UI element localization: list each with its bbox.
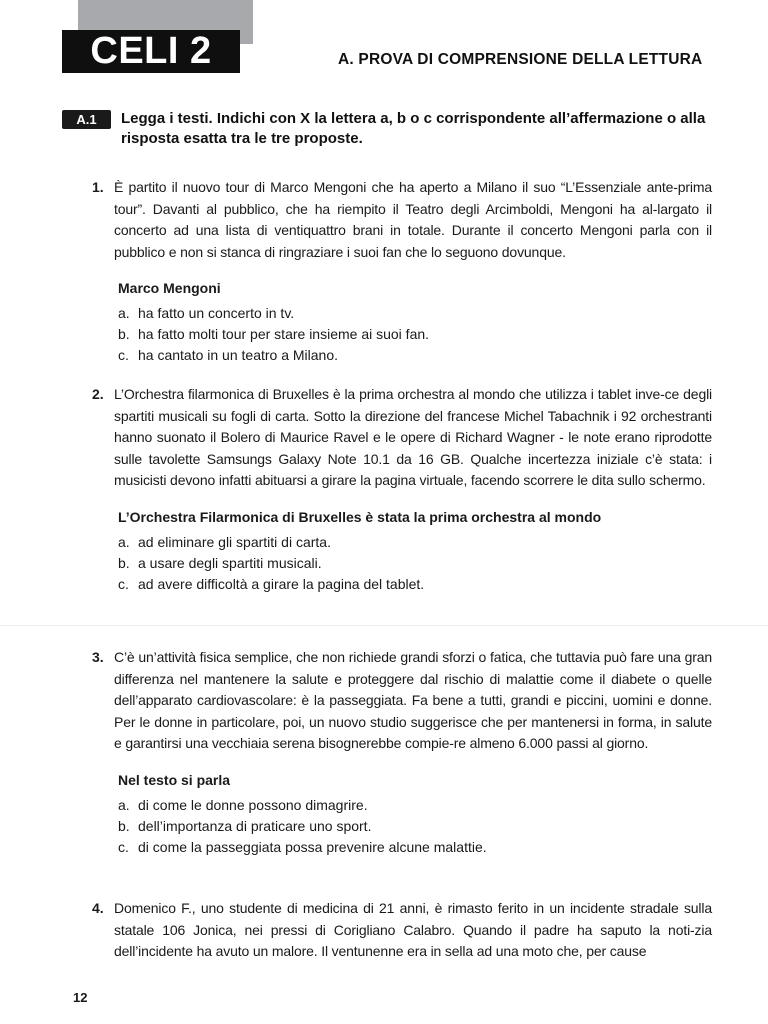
question-4 [92, 898, 712, 963]
option-letter: a. [118, 305, 130, 321]
option-text: ha fatto un concerto in tv. [138, 305, 295, 321]
option-b[interactable] [118, 553, 712, 574]
option-letter: a. [118, 533, 130, 550]
question-1 [92, 177, 712, 366]
option-letter: c. [118, 838, 129, 855]
option-c[interactable] [118, 837, 712, 858]
scan-divider [0, 625, 768, 626]
options-list [118, 532, 712, 595]
page-number: 12 [73, 990, 88, 1005]
option-text: ad eliminare gli spartiti di carta. [138, 533, 331, 550]
question-number: 2. [92, 386, 104, 402]
option-text: di come la passeggiata possa prevenire alcune malattie. [138, 838, 487, 855]
option-b[interactable] [118, 324, 712, 345]
option-text: ha fatto molti tour per stare insieme ai suoi fan. [138, 326, 430, 342]
section-title: A. PROVA DI COMPRENSIONE DELLA LETTURA [338, 51, 703, 68]
option-a[interactable] [118, 532, 712, 553]
question-text: È partito il nuovo tour di Marco Mengoni che ha aperto a Milano il suo “L’Essenziale ante-prima tour”. Davanti al pubblico, che ha riempito il Teatro degli Arcimboldi, Mengoni ha al-largato il concerto ad una lista di ventiquattro brani in totale. Durante il concerto Mengoni parla con il pubblico e non si stanca di ringraziare i suoi fan che lo seguono dovunque. [114, 179, 712, 260]
question-text: L’Orchestra filarmonica di Bruxelles è la prima orchestra al mondo che utilizza i tablet inve-ce degli spartiti musicali su fogli di carta. Sotto la direzione del francese Michel Tabachnik i 92 orchestranti hanno suonato il Bolero di Maurice Ravel e le opere di Richard Wagner - le note erano riprodotte sulle tavolette Samsungs Galaxy Note 10.1 da 16 GB. Qualche incertezza iniziale c’è stata: i musicisti devono infatti abituarsi a girare la pagina virtuale, facendo scorrere le dita sullo schermo. [114, 386, 712, 488]
option-a[interactable] [118, 795, 712, 816]
question-text: C’è un’attività fisica semplice, che non richiede grandi sforzi o fatica, che tuttavia può fare una gran differenza nel mantenere la salute e proteggere dal rischio di malattie come il diabete o quelle dell’apparato cardiovascolare: è la passeggiata. Fa bene a tutti, grandi e piccini, uomini e donne. Per le donne in particolare, poi, un nuovo studio suggerisce che per mantenersi in forma, in salute e garantirsi una vecchiaia serena bisognerebbe compie-re almeno 6.000 passi al giorno. [114, 649, 712, 751]
exam-logo: CELI 2 [62, 30, 240, 73]
option-letter: c. [118, 575, 129, 592]
option-text: a usare degli spartiti musicali. [138, 554, 322, 571]
options-list [118, 795, 712, 858]
task-instruction: Legga i testi. Indichi con X la lettera a, b o c corrispondente all’affermazione o alla risposta esatta tra le tre proposte. [121, 110, 706, 147]
question-3 [92, 647, 712, 858]
option-text: di come le donne possono dimagrire. [138, 796, 368, 813]
question-prompt: L’Orchestra Filarmonica di Bruxelles è stata la prima orchestra al mondo [118, 508, 602, 525]
question-prompt: Nel testo si parla [118, 771, 231, 788]
option-letter: b. [118, 817, 130, 834]
option-text: ha cantato in un teatro a Milano. [138, 347, 339, 363]
option-letter: c. [118, 347, 129, 363]
question-number: 4. [92, 900, 104, 916]
question-number: 1. [92, 179, 104, 195]
option-letter: a. [118, 796, 130, 813]
option-letter: b. [118, 554, 130, 571]
option-c[interactable] [118, 574, 712, 595]
option-text: ad avere difficoltà a girare la pagina del tablet. [138, 575, 425, 592]
option-letter: b. [118, 326, 130, 342]
question-text: Domenico F., uno studente di medicina di 21 anni, è rimasto ferito in un incidente stradale sulla statale 106 Jonica, nei pressi di Corigliano Calabro. Quando il padre ha saputo la noti-zia dell’incidente ha avuto un malore. Il ventunenne era in sella ad una moto che, per cause [114, 900, 712, 959]
question-number: 3. [92, 649, 104, 665]
option-c[interactable] [118, 345, 712, 366]
option-a[interactable] [118, 303, 712, 324]
question-prompt: Marco Mengoni [118, 280, 221, 296]
question-2 [92, 384, 712, 595]
task-badge: A.1 [62, 110, 111, 129]
option-text: dell’importanza di praticare uno sport. [138, 817, 372, 834]
option-b[interactable] [118, 816, 712, 837]
options-list [118, 303, 712, 366]
